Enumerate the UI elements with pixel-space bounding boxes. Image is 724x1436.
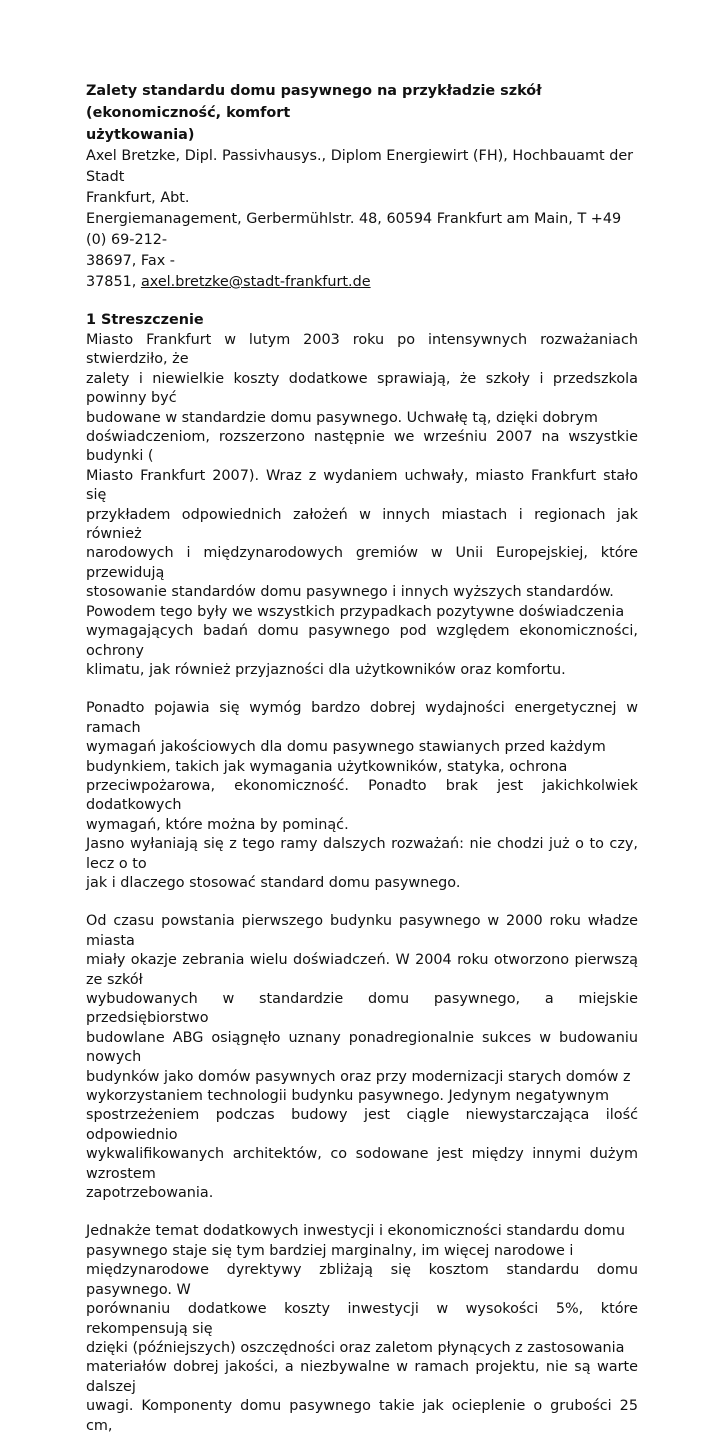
- paragraph-line: budowane w standardzie domu pasywnego. Uchwałę tą, dzięki dobrym: [86, 409, 598, 426]
- paragraph-line: pasywnego staje się tym bardziej marginalny, im więcej narodowe i: [86, 1242, 574, 1259]
- paragraph-line: budynków jako domów pasywnych oraz przy modernizacji starych domów z: [86, 1068, 631, 1085]
- title-line: Zalety standardu domu pasywnego na przykładzie szkół (ekonomiczność, komfort: [86, 83, 542, 121]
- paragraph-line: Powodem tego były we wszystkich przypadkach pozytywne doświadczenia: [86, 603, 625, 620]
- contact-line: [86, 272, 638, 293]
- paragraph-line: wykorzystaniem technologii budynku pasywnego. Jedynym negatywnym: [86, 1088, 610, 1105]
- paragraph-line: Miasto Frankfurt 2007). Wraz z wydaniem uchwały, miasto Frankfurt stało się: [86, 467, 638, 504]
- paragraph-line: Jasno wyłaniają się z tego ramy dalszych rozważań: nie chodzi już o to czy, lecz o to: [86, 836, 638, 872]
- author-block: [86, 146, 638, 293]
- paragraph-2: [86, 699, 638, 893]
- paragraph-line: stosowanie standardów domu pasywnego i innych wyższych standardów.: [86, 584, 614, 601]
- paragraph-line: wymagań, które można by pominąć.: [86, 816, 349, 833]
- paragraph-line: jak i dlaczego stosować standard domu pasywnego.: [86, 874, 461, 891]
- paragraph-line: uwagi. Komponenty domu pasywnego takie jak ocieplenie o grubości 25 cm,: [86, 1398, 638, 1434]
- paragraph-line: wykwalifikowanych architektów, co sodowane jest między innymi dużym wzrostem: [86, 1146, 638, 1182]
- paragraph-line: spostrzeżeniem podczas budowy jest ciągle niewystarczająca ilość odpowiednio: [86, 1107, 638, 1143]
- paragraph-line: miały okazje zebrania wielu doświadczeń. W 2004 roku otworzono pierwszą ze szkół: [86, 952, 638, 988]
- paragraph-line: porównaniu dodatkowe koszty inwestycji w wysokości 5%, które rekompensują się: [86, 1301, 638, 1337]
- paragraph-line: Jednakże temat dodatkowych inwestycji i ekonomiczności standardu domu: [86, 1223, 625, 1240]
- paragraph-line: budowlane ABG osiągnęło uznany ponadregionalnie sukces w budowaniu nowych: [86, 1029, 638, 1066]
- paragraph-line: zapotrzebowania.: [86, 1185, 214, 1202]
- paragraph-1: [86, 331, 638, 680]
- document-title: [86, 80, 638, 146]
- paragraph-line: Ponadto pojawia się wymóg bardzo dobrej wydajności energetycznej w ramach: [86, 700, 638, 736]
- paragraph-3: [86, 912, 638, 1203]
- paragraph-line: klimatu, jak również przyjazności dla użytkowników oraz komfortu.: [86, 661, 566, 678]
- author-line: Axel Bretzke, Dipl. Passivhausys., Diplom Energiewirt (FH), Hochbauamt der Stadt: [86, 148, 634, 185]
- paragraph-line: międzynarodowe dyrektywy zbliżają się kosztom standardu domu pasywnego. W: [86, 1262, 638, 1298]
- paragraph-line: wymagających badań domu pasywnego pod względem ekonomiczności, ochrony: [86, 623, 638, 659]
- paragraph-line: narodowych i międzynarodowych gremiów w Unii Europejskiej, które przewidują: [86, 545, 638, 581]
- author-line: Frankfurt, Abt.: [86, 190, 190, 206]
- paragraph-line: doświadczeniom, rozszerzono następnie we wrześniu 2007 na wszystkie budynki (: [86, 429, 638, 465]
- paragraph-line: wybudowanych w standardzie domu pasywnego, a miejskie przedsiębiorstwo: [86, 991, 638, 1027]
- email-link[interactable]: axel.bretzke@stadt-frankfurt.de: [140, 274, 371, 290]
- paragraph-line: materiałów dobrej jakości, a niezbywalne w ramach projektu, nie są warte dalszej: [86, 1359, 638, 1395]
- author-line: 38697, Fax -: [86, 253, 175, 269]
- paragraph-line: budynkiem, takich jak wymagania użytkowników, statyka, ochrona: [86, 758, 568, 775]
- paragraph-line: przeciwpożarowa, ekonomiczność. Ponadto brak jest jakichkolwiek dodatkowych: [86, 777, 638, 814]
- paragraph-line: dzięki (późniejszych) oszczędności oraz zaletom płynących z zastosowania: [86, 1339, 625, 1356]
- paragraph-line: przykładem odpowiednich założeń w innych miastach i regionach jak również: [86, 506, 638, 543]
- paragraph-line: Miasto Frankfurt w lutym 2003 roku po intensywnych rozważaniach stwierdziło, że: [86, 332, 638, 368]
- section-title: 1 Streszczenie: [86, 312, 204, 328]
- paragraph-line: wymagań jakościowych dla domu pasywnego stawianych przed każdym: [86, 739, 606, 756]
- fax-number: 37851,: [86, 274, 141, 290]
- title-line: użytkowania): [86, 127, 195, 143]
- paragraph-line: Od czasu powstania pierwszego budynku pasywnego w 2000 roku władze miasta: [86, 913, 638, 949]
- author-line: Energiemanagement, Gerbermühlstr. 48, 60594 Frankfurt am Main, T +49 (0) 69-212-: [86, 211, 622, 248]
- paragraph-line: zalety i niewielkie koszty dodatkowe sprawiają, że szkoły i przedszkola powinny być: [86, 370, 638, 407]
- paragraph-4: [86, 1222, 638, 1435]
